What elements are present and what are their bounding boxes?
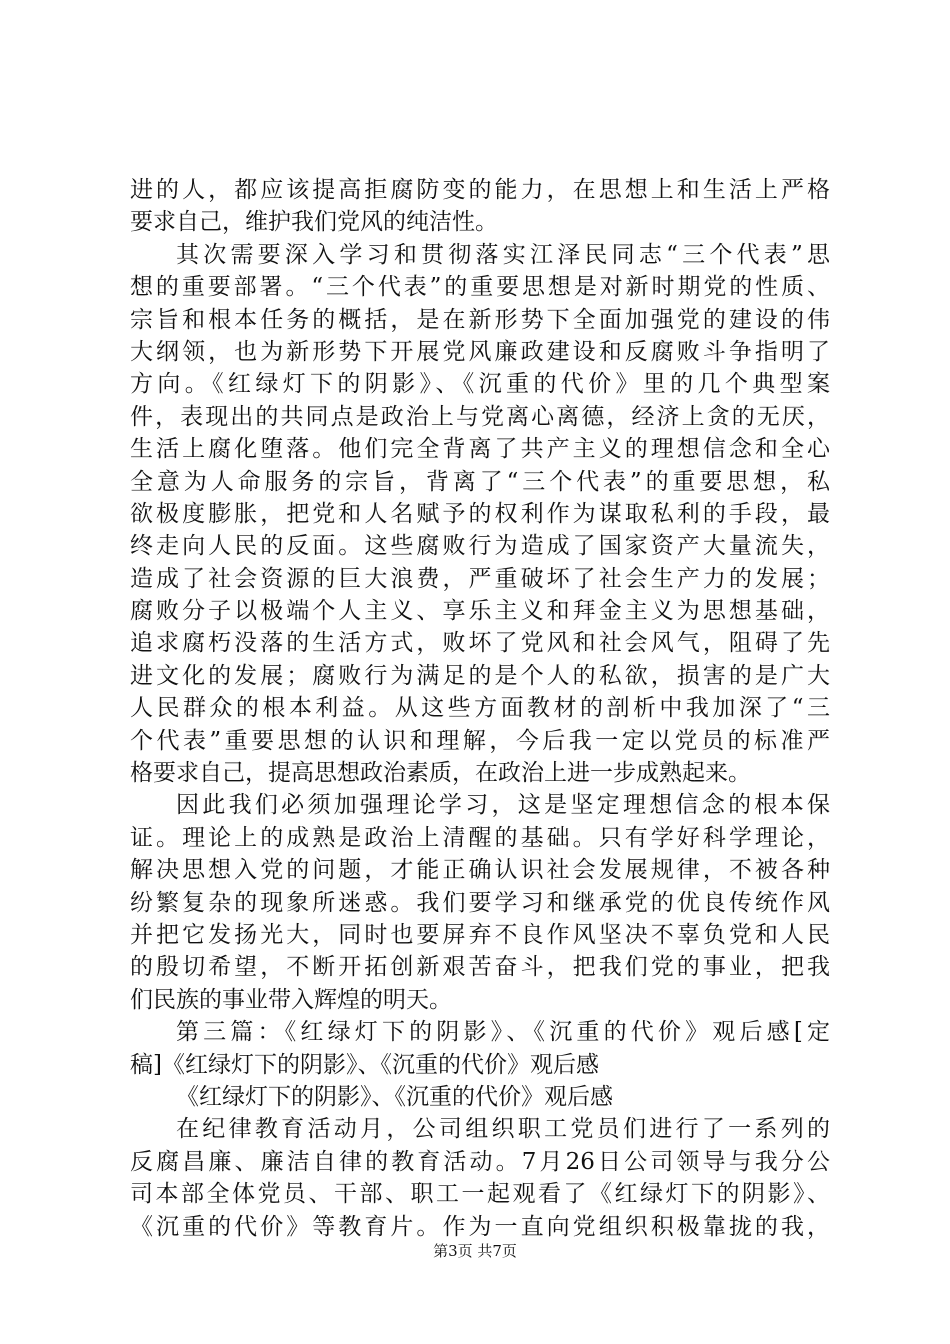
text-line: 生活上腐化堕落。他们完全背离了共产主义的理想信念和全心: [130, 436, 830, 463]
text-line: 宗旨和根本任务的概括，是在新形势下全面加强党的建设的伟: [130, 306, 830, 333]
paragraph-p5: [130, 1081, 830, 1113]
paragraph-p6: [130, 1113, 830, 1243]
text-line: 反腐昌廉、廉洁自律的教育活动。7月26日公司领导与我分公: [130, 1148, 830, 1175]
text-line: 终走向人民的反面。这些腐败行为造成了国家资产大量流失，: [130, 533, 830, 560]
text-line: 们民族的事业带入辉煌的明天。: [130, 986, 452, 1013]
text-line: 方向。《红绿灯下的阴影》、《沉重的代价》里的几个典型案: [130, 371, 830, 398]
body-text: [130, 174, 830, 1243]
text-line: 《沉重的代价》等教育片。作为一直向党组织积极靠拢的我，: [130, 1213, 830, 1240]
text-line: 进文化的发展；腐败行为满足的是个人的私欲，损害的是广大: [130, 662, 830, 689]
text-line: 其次需要深入学习和贯彻落实江泽民同志“三个代表”思: [176, 241, 830, 268]
page-footer: 第3页 共7页: [433, 1242, 517, 1260]
text-line: 在纪律教育活动月，公司组织职工党员们进行了一系列的: [176, 1116, 830, 1143]
text-line: 全意为人命服务的宗旨，背离了“三个代表”的重要思想，私: [130, 468, 830, 495]
text-line: 第三篇：《红绿灯下的阴影》、《沉重的代价》观后感[定: [176, 1019, 830, 1046]
text-line: 稿]《红绿灯下的阴影》、《沉重的代价》观后感: [130, 1051, 599, 1078]
text-line: 进的人，都应该提高拒腐防变的能力，在思想上和生活上严格: [130, 177, 830, 203]
paragraph-p1: [130, 174, 830, 239]
text-line: 大纲领，也为新形势下开展党风廉政建设和反腐败斗争指明了: [130, 338, 830, 365]
text-line: 个代表”重要思想的认识和理解，今后我一定以党员的标准严: [130, 727, 830, 754]
paragraph-p2: [130, 239, 830, 790]
text-line: 件，表现出的共同点是政治上与党离心离德，经济上贪的无厌，: [130, 403, 830, 430]
text-line: 追求腐朽没落的生活方式，败坏了党风和社会风气，阻碍了先: [130, 630, 830, 657]
text-line: 想的重要部署。“三个代表”的重要思想是对新时期党的性质、: [130, 274, 830, 301]
paragraph-p4: [130, 1016, 830, 1081]
text-line: 因此我们必须加强理论学习，这是坚定理想信念的根本保: [176, 792, 830, 819]
text-line: 证。理论上的成熟是政治上清醒的基础。只有学好科学理论，: [130, 824, 830, 851]
text-line: 的殷切希望，不断开拓创新艰苦奋斗，把我们党的事业，把我: [130, 954, 830, 981]
text-line: 格要求自己，提高思想政治素质，在政治上进一步成熟起来。: [130, 760, 751, 787]
text-line: 造成了社会资源的巨大浪费，严重破坏了社会生产力的发展；: [130, 565, 830, 592]
text-line: 要求自己，维护我们党风的纯洁性。: [130, 209, 498, 236]
text-line: 司本部全体党员、干部、职工一起观看了《红绿灯下的阴影》、: [130, 1181, 830, 1208]
text-line: 解决思想入党的问题，才能正确认识社会发展规律，不被各种: [130, 857, 830, 884]
text-line: 《红绿灯下的阴影》、《沉重的代价》观后感: [176, 1083, 613, 1110]
text-line: 人民群众的根本利益。从这些方面教材的剖析中我加深了“三: [130, 695, 830, 722]
paragraph-p3: [130, 789, 830, 1016]
text-line: 纷繁复杂的现象所迷惑。我们要学习和继承党的优良传统作风: [130, 889, 830, 916]
text-line: 并把它发扬光大，同时也要屏弃不良作风坚决不辜负党和人民: [130, 921, 830, 948]
text-line: 欲极度膨胀，把党和人名赋予的权利作为谋取私利的手段，最: [130, 500, 830, 527]
text-line: 腐败分子以极端个人主义、享乐主义和拜金主义为思想基础，: [130, 598, 830, 625]
